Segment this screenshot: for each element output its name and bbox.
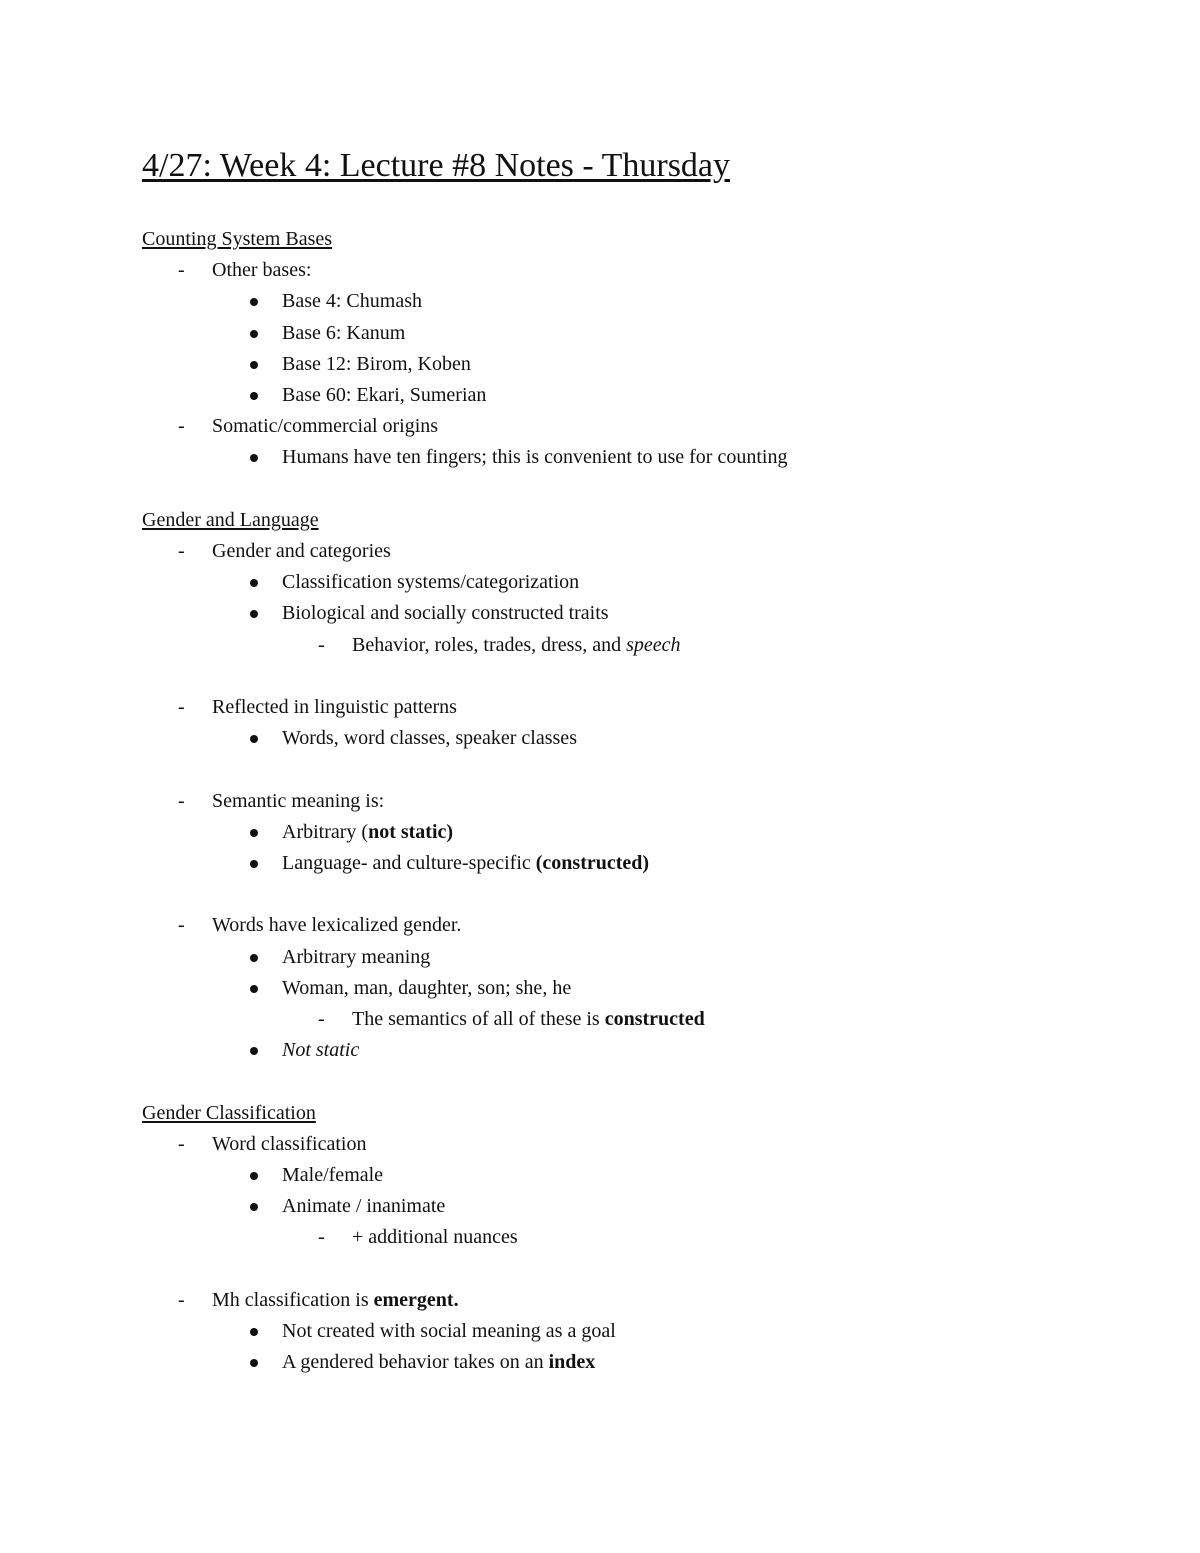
list-item bbox=[282, 600, 609, 626]
list-item bbox=[352, 1006, 705, 1032]
list-item bbox=[282, 320, 405, 346]
bold-text: index bbox=[548, 1351, 596, 1374]
bullet-dash-icon: - bbox=[178, 789, 185, 812]
bullet-dash-icon: - bbox=[178, 259, 185, 282]
item-text: Somatic/commercial origins bbox=[212, 415, 439, 438]
item-text: Animate / inanimate bbox=[282, 1195, 446, 1218]
bullet-dot-icon bbox=[250, 298, 258, 306]
list-item bbox=[282, 1037, 359, 1063]
bullet-dash-icon: - bbox=[318, 633, 325, 656]
item-text: + additional nuances bbox=[352, 1226, 518, 1249]
bullet-dash-icon: - bbox=[178, 415, 185, 438]
list-item bbox=[282, 351, 471, 377]
italic-text: Not static bbox=[282, 1039, 360, 1062]
list-item bbox=[212, 788, 384, 814]
item-text: Base 6: Kanum bbox=[282, 321, 406, 344]
bold-text: emergent. bbox=[373, 1288, 459, 1311]
list-item bbox=[282, 569, 579, 595]
bullet-dot-icon bbox=[250, 330, 258, 338]
list-item bbox=[282, 288, 422, 314]
bullet-dot-icon bbox=[250, 1203, 258, 1211]
list-item bbox=[282, 444, 787, 470]
bullet-dash-icon: - bbox=[178, 1132, 185, 1155]
list-item bbox=[282, 1193, 445, 1219]
item-text: Reflected in linguistic patterns bbox=[212, 696, 457, 718]
list-item bbox=[282, 1162, 383, 1188]
item-text: Male/female bbox=[282, 1164, 384, 1186]
list-item bbox=[212, 413, 438, 439]
bullet-dot-icon bbox=[250, 610, 258, 618]
bold-text: not static) bbox=[368, 820, 454, 843]
list-item bbox=[282, 819, 453, 845]
item-text: Words have lexicalized gender. bbox=[212, 914, 462, 937]
page-title: 4/27: Week 4: Lecture #8 Notes - Thursday bbox=[142, 147, 731, 184]
item-text: Base 4: Chumash bbox=[282, 290, 422, 313]
list-item bbox=[282, 1318, 616, 1344]
item-text: Base 60: Ekari, Sumerian bbox=[282, 384, 487, 406]
bullet-dash-icon: - bbox=[318, 1008, 325, 1030]
list-item bbox=[282, 725, 577, 751]
bullet-dash-icon: - bbox=[178, 540, 185, 562]
list-item bbox=[212, 694, 457, 720]
item-text: Words, word classes, speaker classes bbox=[282, 727, 577, 750]
bullet-dot-icon bbox=[250, 1047, 258, 1055]
bullet-dot-icon bbox=[250, 735, 258, 743]
item-text: Classification systems/categorization bbox=[282, 571, 580, 594]
section-heading: Counting System Bases bbox=[142, 228, 333, 250]
section-heading: Gender and Language bbox=[142, 508, 319, 531]
list-item bbox=[282, 975, 571, 1001]
item-text: Behavior, roles, trades, dress, and bbox=[352, 633, 627, 656]
bullet-dot-icon bbox=[250, 829, 258, 837]
list-item bbox=[212, 257, 311, 283]
bullet-dash-icon: - bbox=[178, 1288, 185, 1311]
bullet-dot-icon bbox=[250, 392, 258, 400]
bold-text: constructed bbox=[604, 1008, 705, 1030]
item-text: Gender and categories bbox=[212, 540, 391, 562]
bullet-dot-icon bbox=[250, 579, 258, 587]
bold-text: (constructed) bbox=[535, 852, 650, 874]
bullet-dot-icon bbox=[250, 1328, 258, 1336]
bullet-dot-icon bbox=[250, 985, 258, 993]
bullet-dot-icon bbox=[250, 954, 258, 962]
item-text: Arbitrary ( bbox=[282, 820, 369, 843]
bullet-dot-icon bbox=[250, 1359, 258, 1367]
list-item bbox=[282, 944, 430, 970]
bullet-dash-icon: - bbox=[178, 696, 185, 718]
item-text: Semantic meaning is: bbox=[212, 789, 385, 812]
item-text: Woman, man, daughter, son; she, he bbox=[282, 976, 572, 999]
list-item bbox=[282, 1349, 595, 1375]
bullet-dot-icon bbox=[250, 1172, 258, 1180]
item-text: Biological and socially constructed traits bbox=[282, 602, 609, 625]
italic-text: speech bbox=[626, 633, 681, 656]
section-heading: Gender Classification bbox=[142, 1101, 316, 1124]
item-text: Mh classification is bbox=[212, 1288, 374, 1311]
bullet-dot-icon bbox=[250, 454, 258, 462]
list-item bbox=[212, 912, 461, 938]
item-text: Arbitrary meaning bbox=[282, 945, 431, 968]
bullet-dash-icon: - bbox=[318, 1226, 325, 1249]
bullet-dot-icon bbox=[250, 361, 258, 369]
item-text: Not created with social meaning as a goal bbox=[282, 1320, 616, 1342]
item-text: Humans have ten fingers; this is convenient to use for counting bbox=[282, 446, 788, 469]
item-text: A gendered behavior takes on an bbox=[282, 1351, 549, 1374]
list-item bbox=[282, 382, 486, 408]
item-text: The semantics of all of these is bbox=[352, 1008, 605, 1030]
list-item bbox=[352, 632, 681, 658]
item-text: Language- and culture-specific bbox=[282, 852, 536, 874]
bullet-dot-icon bbox=[250, 860, 258, 868]
list-item bbox=[282, 850, 649, 876]
list-item bbox=[212, 1287, 459, 1313]
bullet-dash-icon: - bbox=[178, 914, 185, 937]
list-item bbox=[212, 1131, 366, 1157]
list-item bbox=[352, 1224, 518, 1250]
item-text: Base 12: Birom, Koben bbox=[282, 352, 471, 375]
list-item bbox=[212, 538, 391, 564]
item-text: Word classification bbox=[212, 1132, 367, 1155]
item-text: Other bases: bbox=[212, 259, 312, 282]
